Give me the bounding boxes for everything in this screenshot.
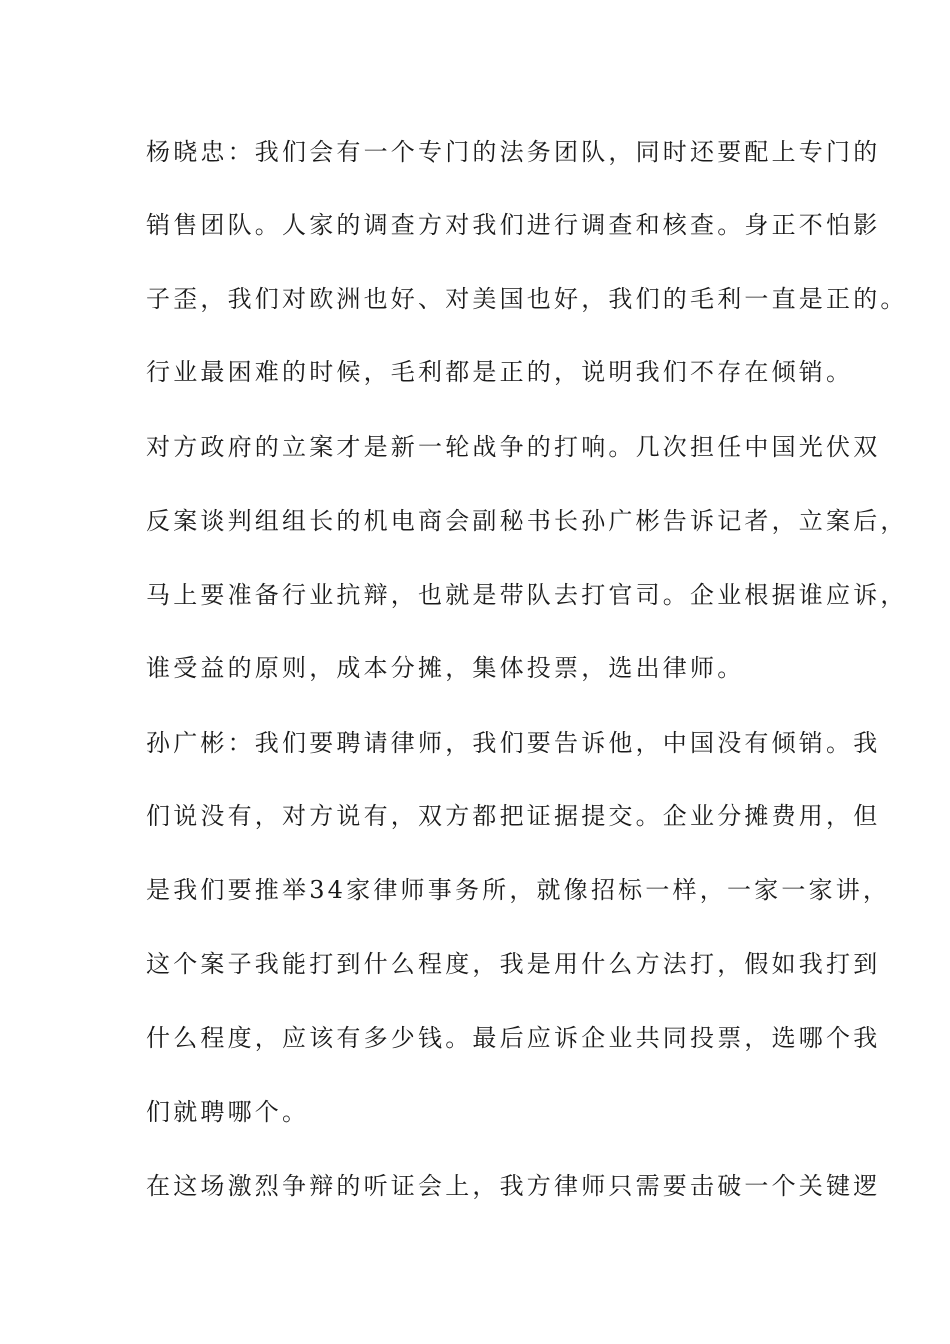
- text-line: 们就聘哪个。: [146, 1098, 310, 1126]
- text-line: 是我们要推举34家律师事务所，就像招标一样，一家一家讲，: [146, 876, 891, 904]
- text-line: 杨晓忠：我们会有一个专门的法务团队，同时还要配上专门的: [146, 138, 881, 166]
- text-line: 在这场激烈争辩的听证会上，我方律师只需要击破一个关键逻: [146, 1172, 881, 1200]
- text-line: 马上要准备行业抗辩，也就是带队去打官司。企业根据谁应诉，: [146, 581, 908, 609]
- text-line: 这个案子我能打到什么程度，我是用什么方法打，假如我打到: [146, 950, 881, 978]
- text-line: 孙广彬：我们要聘请律师，我们要告诉他，中国没有倾销。我: [146, 729, 881, 757]
- text-line: 们说没有，对方说有，双方都把证据提交。企业分摊费用，但: [146, 802, 881, 830]
- text-line: 对方政府的立案才是新一轮战争的打响。几次担任中国光伏双: [146, 433, 881, 461]
- text-line: 什么程度，应该有多少钱。最后应诉企业共同投票，选哪个我: [146, 1024, 881, 1052]
- text-line: 销售团队。人家的调查方对我们进行调查和核查。身正不怕影: [146, 211, 881, 239]
- text-line: 行业最困难的时候，毛利都是正的，说明我们不存在倾销。: [146, 358, 854, 386]
- text-line: 谁受益的原则，成本分摊，集体投票，选出律师。: [146, 654, 745, 682]
- text-line: 反案谈判组组长的机电商会副秘书长孙广彬告诉记者，立案后，: [146, 507, 908, 535]
- text-line: 子歪，我们对欧洲也好、对美国也好，我们的毛利一直是正的。: [146, 285, 908, 313]
